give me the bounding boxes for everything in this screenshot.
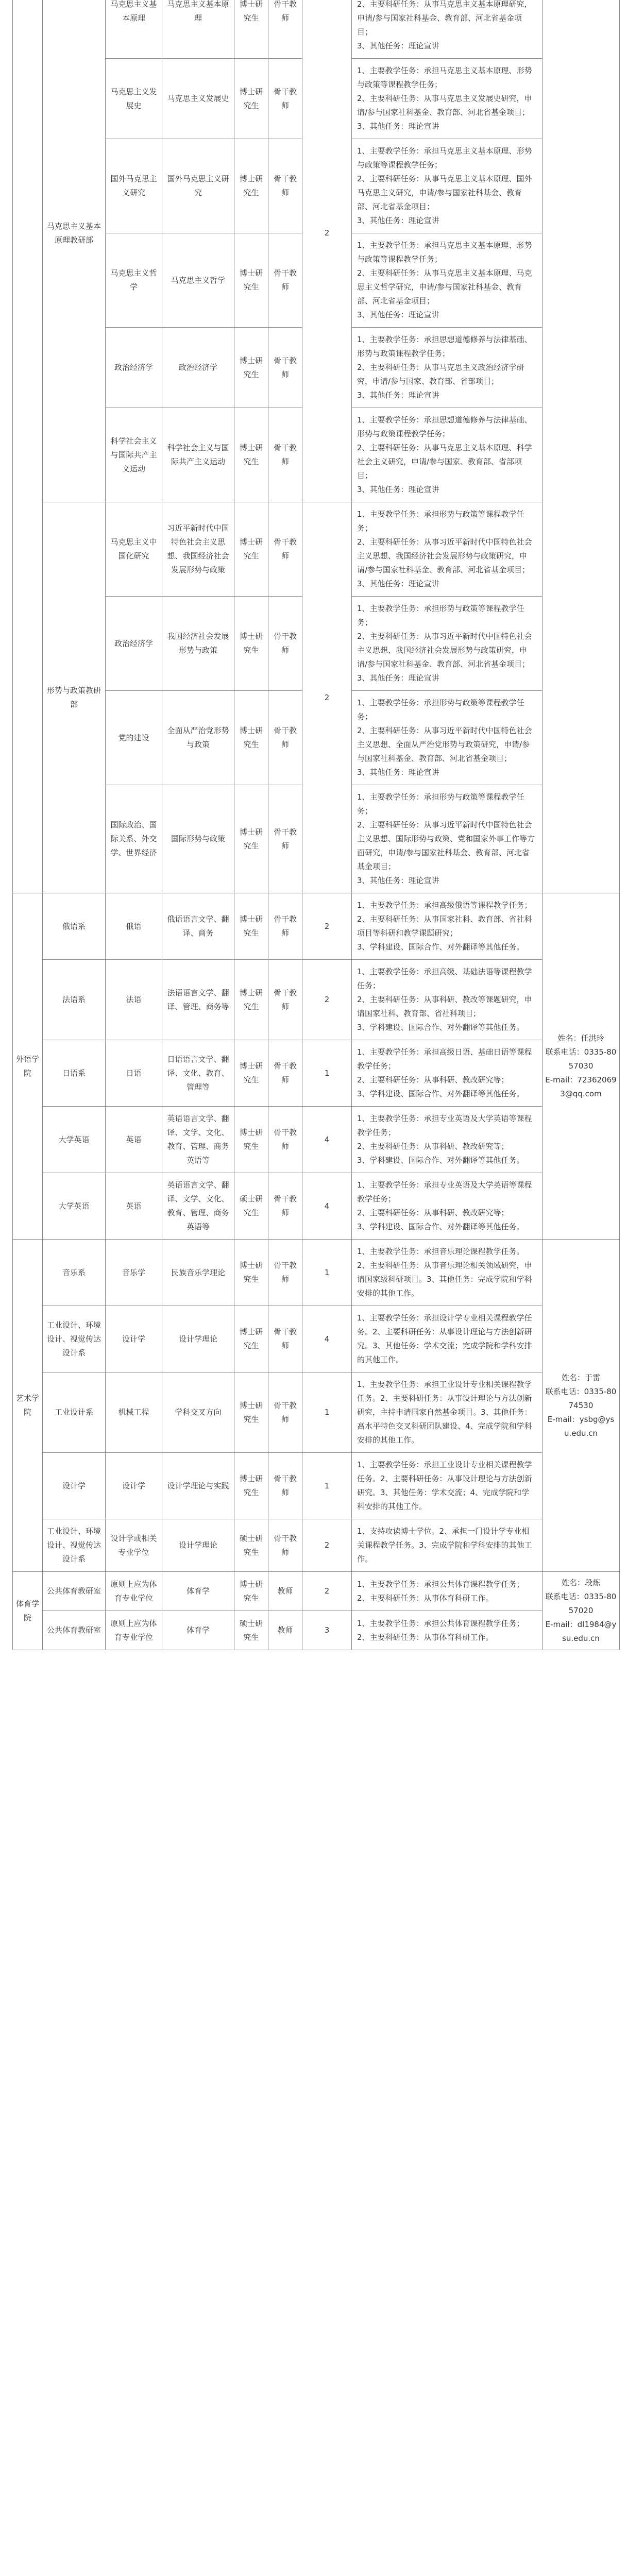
position-type-cell: 骨干教师 <box>268 1040 302 1107</box>
headcount-cell: 1 <box>302 1240 352 1306</box>
headcount-cell: 2 <box>302 960 352 1040</box>
research-direction-cell: 习近平新时代中国特色社会主义思想、我国经济社会发展形势与政策 <box>162 502 234 597</box>
headcount-cell: 1 <box>302 1453 352 1519</box>
table-row <box>13 1240 620 1306</box>
table-row <box>13 1306 620 1372</box>
discipline-cell: 音乐学 <box>106 1240 162 1306</box>
education-cell: 博士研究生 <box>234 1572 268 1611</box>
research-direction-cell: 法语语言文学、翻译、管理、商务等 <box>162 960 234 1040</box>
department-cell: 工业设计系 <box>43 1372 106 1453</box>
department-cell: 法语系 <box>43 960 106 1040</box>
education-cell: 博士研究生 <box>234 1240 268 1306</box>
duties-cell: 1、主要教学任务：承担公共体育课程教学任务； 2、主要科研任务：从事体育科研工作。 <box>352 1572 543 1611</box>
research-direction-cell: 英语语言文学、翻译、文学、文化、教育、管理、商务英语等 <box>162 1173 234 1240</box>
discipline-cell: 日语 <box>106 1040 162 1107</box>
headcount-cell: 2 <box>302 0 352 502</box>
duties-cell: 1、主要教学任务：承担形势与政策等课程教学任务； 2、主要科研任务：从事习近平新时代中国特色社会主义思想、我国经济社会发展形势与政策研究，申请/参与国家社科基金、教育部、河北省基金项目； 3、其他任务：理论宣讲 <box>352 597 543 691</box>
headcount-cell: 4 <box>302 1173 352 1240</box>
discipline-cell: 设计学 <box>106 1453 162 1519</box>
duties-cell: 1、主要教学任务：承担思想道德修养与法律基础、形势与政策课程教学任务； 2、主要科研任务：从事马克思主义基本原理、科学社会主义研究，申请/参与国家、教育部、省部项目； 3、其他任务：理论宣讲 <box>352 408 543 502</box>
position-type-cell: 骨干教师 <box>268 960 302 1040</box>
headcount-cell: 2 <box>302 502 352 893</box>
position-type-cell: 骨干教师 <box>268 1372 302 1453</box>
college-cell: 体育学院 <box>13 1572 43 1650</box>
research-direction-cell: 国际形势与政策 <box>162 785 234 893</box>
table-row <box>13 1519 620 1572</box>
education-cell: 博士研究生 <box>234 691 268 785</box>
research-direction-cell: 日语语言文学、翻译、文化、教育、管理等 <box>162 1040 234 1107</box>
position-type-cell: 骨干教师 <box>268 597 302 691</box>
education-cell: 博士研究生 <box>234 502 268 597</box>
discipline-cell: 政治经济学 <box>106 328 162 408</box>
headcount-cell: 2 <box>302 1519 352 1572</box>
table-row <box>13 1611 620 1650</box>
research-direction-cell: 国外马克思主义研究 <box>162 139 234 233</box>
research-direction-cell: 马克思主义基本原理 <box>162 0 234 59</box>
duties-cell: 1、主要教学任务：承担高级日语、基础日语等课程教学任务； 2、主要科研任务：从事科研、教改研究等； 3、学科建设、国际合作、对外翻译等其他任务。 <box>352 1040 543 1107</box>
position-type-cell: 教师 <box>268 1572 302 1611</box>
research-direction-cell: 英语语言文学、翻译、文学、文化、教育、管理、商务英语等 <box>162 1107 234 1173</box>
duties-cell: 1、主要教学任务：承担马克思主义基本原理、形势与政策等课程教学任务； 2、主要科研任务：从事马克思主义基本原理、国外马克思主义研究，申请/参与国家社科基金、教育部、河北省基金项目； 3、其他任务：理论宣讲 <box>352 139 543 233</box>
department-cell: 音乐系 <box>43 1240 106 1306</box>
department-cell: 工业设计、环境设计、视觉传达设计系 <box>43 1306 106 1372</box>
education-cell: 博士研究生 <box>234 1040 268 1107</box>
recruitment-table <box>12 0 620 1650</box>
headcount-cell: 2 <box>302 893 352 960</box>
research-direction-cell: 设计学理论 <box>162 1519 234 1572</box>
discipline-cell: 马克思主义中国化研究 <box>106 502 162 597</box>
discipline-cell: 机械工程 <box>106 1372 162 1453</box>
discipline-cell: 英语 <box>106 1173 162 1240</box>
duties-cell: 1、主要教学任务：承担工业设计专业相关课程教学任务。2、主要科研任务：从事设计理论与方法创新研究，主持申请国家自然基金项目。3、其他任务：高水平特色交叉科研团队建设、4、完成学院和学科安排的其他工作。 <box>352 1372 543 1453</box>
discipline-cell: 党的建设 <box>106 691 162 785</box>
headcount-cell: 3 <box>302 1611 352 1650</box>
position-type-cell: 骨干教师 <box>268 1519 302 1572</box>
education-cell: 博士研究生 <box>234 328 268 408</box>
research-direction-cell: 设计学理论与实践 <box>162 1453 234 1519</box>
discipline-cell: 国际政治、国际关系、外交学、世界经济 <box>106 785 162 893</box>
discipline-cell: 马克思主义哲学 <box>106 233 162 328</box>
position-type-cell: 骨干教师 <box>268 1306 302 1372</box>
contact-cell: 姓名：段炼 联系电话：0335-8057020 E-mail：dl1984@ysu.edu.cn <box>543 1572 620 1650</box>
education-cell: 博士研究生 <box>234 233 268 328</box>
discipline-cell: 政治经济学 <box>106 597 162 691</box>
department-cell: 形势与政策教研部 <box>43 502 106 893</box>
education-cell: 硕士研究生 <box>234 1611 268 1650</box>
position-type-cell: 骨干教师 <box>268 1453 302 1519</box>
table-row <box>13 960 620 1040</box>
discipline-cell: 设计学 <box>106 1306 162 1372</box>
education-cell: 硕士研究生 <box>234 1173 268 1240</box>
duties-cell: 1、主要教学任务：承担音乐理论课程教学任务。 2、主要科研任务：从事音乐理论相关领域研究，申请国家级科研项目。3、其他任务：完成学院和学科安排的其他工作。 <box>352 1240 543 1306</box>
education-cell: 博士研究生 <box>234 1453 268 1519</box>
department-cell: 俄语系 <box>43 893 106 960</box>
education-cell: 博士研究生 <box>234 893 268 960</box>
education-cell: 博士研究生 <box>234 139 268 233</box>
duties-cell: 1、主要教学任务：承担高级、基础法语等课程教学任务； 2、主要科研任务：从事科研、教改等课题研究，申请国家社科、教育部、省社科项目； 3、学科建设、国际合作、对外翻译等其他任务。 <box>352 960 543 1040</box>
research-direction-cell: 马克思主义发展史 <box>162 59 234 139</box>
research-direction-cell: 马克思主义哲学 <box>162 233 234 328</box>
duties-cell: 1、主要教学任务：承担工业设计专业相关课程教学任务。2、主要科研任务：从事设计理论与方法创新研究。3、其他任务：学术交流；4、完成学院和学科安排的其他工作。 <box>352 1453 543 1519</box>
table-row <box>13 1107 620 1173</box>
table-row <box>13 1173 620 1240</box>
college-cell: 艺术学院 <box>13 1240 43 1572</box>
college-cell: 外语学院 <box>13 893 43 1240</box>
research-direction-cell: 民族音乐学理论 <box>162 1240 234 1306</box>
discipline-cell: 马克思主义基本原理 <box>106 0 162 59</box>
table-row <box>13 1040 620 1107</box>
research-direction-cell: 科学社会主义与国际共产主义运动 <box>162 408 234 502</box>
duties-cell: 1、主要教学任务：承担形势与政策等课程教学任务； 2、主要科研任务：从事习近平新时代中国特色社会主义思想、我国经济社会发展形势与政策研究，申请/参与国家社科基金、教育部、河北省基金项目； 3、其他任务：理论宣讲 <box>352 502 543 597</box>
discipline-cell: 俄语 <box>106 893 162 960</box>
department-cell: 日语系 <box>43 1040 106 1107</box>
position-type-cell: 骨干教师 <box>268 408 302 502</box>
education-cell: 博士研究生 <box>234 1107 268 1173</box>
headcount-cell: 4 <box>302 1306 352 1372</box>
research-direction-cell: 我国经济社会发展形势与政策 <box>162 597 234 691</box>
education-cell: 博士研究生 <box>234 960 268 1040</box>
duties-cell: 1、主要教学任务：承担设计学专业相关课程教学任务。2、主要科研任务：从事设计理论与方法创新研究。3、其他任务：学术交流；完成学院和学科安排的其他工作。 <box>352 1306 543 1372</box>
table-row <box>13 893 620 960</box>
education-cell: 博士研究生 <box>234 59 268 139</box>
position-type-cell: 骨干教师 <box>268 502 302 597</box>
duties-cell: 1、主要教学任务：承担形势与政策等课程教学任务； 2、主要科研任务：从事习近平新时代中国特色社会主义思想、全面从严治党形势与政策研究，申请/参与国家社科基金、教育部、河北省基金项目； 3、其他任务：理论宣讲 <box>352 691 543 785</box>
duties-cell: 1、主要教学任务：承担马克思主义基本原理、形势与政策等课程教学任务； 2、主要科研任务：从事马克思主义基本原理、马克思主义哲学研究，申请/参与国家社科基金、教育部、河北省基金项目； 3、其他任务：理论宣讲 <box>352 233 543 328</box>
research-direction-cell: 学科交叉方向 <box>162 1372 234 1453</box>
position-type-cell: 骨干教师 <box>268 1107 302 1173</box>
education-cell: 博士研究生 <box>234 408 268 502</box>
headcount-cell: 4 <box>302 1107 352 1173</box>
headcount-cell: 1 <box>302 1040 352 1107</box>
table-row <box>13 502 620 597</box>
department-cell: 大学英语 <box>43 1173 106 1240</box>
duties-cell: 1、支持攻读博士学位。2、承担一门设计学专业相关课程教学任务。3、完成学院和学科安排的其他工作。 <box>352 1519 543 1572</box>
discipline-cell: 国外马克思主义研究 <box>106 139 162 233</box>
headcount-cell: 2 <box>302 1572 352 1611</box>
discipline-cell: 马克思主义发展史 <box>106 59 162 139</box>
department-cell: 马克思主义基本原理教研部 <box>43 0 106 502</box>
department-cell: 设计学 <box>43 1453 106 1519</box>
duties-cell: 2、主要科研任务：从事马克思主义基本原理研究，申请/参与国家社科基金、教育部、河北省基金项目； 3、其他任务：理论宣讲 <box>352 0 543 59</box>
department-cell: 公共体育教研室 <box>43 1611 106 1650</box>
contact-cell: 姓名：于雷 联系电话：0335-8074530 E-mail：ysbg@ysu.edu.cn <box>543 1240 620 1572</box>
discipline-cell: 法语 <box>106 960 162 1040</box>
position-type-cell: 骨干教师 <box>268 328 302 408</box>
research-direction-cell: 俄语语言文学、翻译、商务 <box>162 893 234 960</box>
discipline-cell: 设计学或相关专业学位 <box>106 1519 162 1572</box>
education-cell: 博士研究生 <box>234 597 268 691</box>
position-type-cell: 骨干教师 <box>268 893 302 960</box>
department-cell: 大学英语 <box>43 1107 106 1173</box>
college-cell <box>13 0 43 893</box>
contact-cell <box>543 0 620 893</box>
education-cell: 博士研究生 <box>234 785 268 893</box>
education-cell: 博士研究生 <box>234 1372 268 1453</box>
duties-cell: 1、主要教学任务：承担马克思主义基本原理、形势与政策等课程教学任务； 2、主要科研任务：从事马克思主义发展史研究，申请/参与国家社科基金、教育部、河北省基金项目； 3、其他任务：理论宣讲 <box>352 59 543 139</box>
position-type-cell: 骨干教师 <box>268 1173 302 1240</box>
position-type-cell: 骨干教师 <box>268 59 302 139</box>
research-direction-cell: 全面从严治党形势与政策 <box>162 691 234 785</box>
duties-cell: 1、主要教学任务：承担形势与政策等课程教学任务； 2、主要科研任务：从事习近平新时代中国特色社会主义思想、国际形势与政策、党和国家外事工作等方面研究，申请/参与国家社科基金、教育部、河北省基金项目； 3、其他任务：理论宣讲 <box>352 785 543 893</box>
headcount-cell: 1 <box>302 1372 352 1453</box>
position-type-cell: 骨干教师 <box>268 1240 302 1306</box>
duties-cell: 1、主要教学任务：承担思想道德修养与法律基础、形势与政策课程教学任务； 2、主要科研任务：从事马克思主义政治经济学研究，申请/参与国家、教育部、省部项目； 3、其他任务：理论宣讲 <box>352 328 543 408</box>
position-type-cell: 教师 <box>268 1611 302 1650</box>
education-cell: 博士研究生 <box>234 1306 268 1372</box>
department-cell: 公共体育教研室 <box>43 1572 106 1611</box>
discipline-cell: 原则上应为体育专业学位 <box>106 1572 162 1611</box>
duties-cell: 1、主要教学任务：承担专业英语及大学英语等课程教学任务； 2、主要科研任务：从事科研、教改研究等； 3、学科建设、国际合作、对外翻译等其他任务。 <box>352 1173 543 1240</box>
education-cell: 硕士研究生 <box>234 1519 268 1572</box>
discipline-cell: 英语 <box>106 1107 162 1173</box>
research-direction-cell: 政治经济学 <box>162 328 234 408</box>
discipline-cell: 原则上应为体育专业学位 <box>106 1611 162 1650</box>
discipline-cell: 科学社会主义与国际共产主义运动 <box>106 408 162 502</box>
position-type-cell: 骨干教师 <box>268 691 302 785</box>
position-type-cell: 骨干教师 <box>268 0 302 59</box>
research-direction-cell: 体育学 <box>162 1572 234 1611</box>
duties-cell: 1、主要教学任务：承担公共体育课程教学任务； 2、主要科研任务：从事体育科研工作。 <box>352 1611 543 1650</box>
department-cell: 工业设计、环境设计、视觉传达设计系 <box>43 1519 106 1572</box>
position-type-cell: 骨干教师 <box>268 139 302 233</box>
position-type-cell: 骨干教师 <box>268 233 302 328</box>
duties-cell: 1、主要教学任务：承担高级俄语等课程教学任务； 2、主要科研任务：从事国家社科、教育部、省社科项目等科研和教学课题研究； 3、学科建设、国际合作、对外翻译等其他任务。 <box>352 893 543 960</box>
position-type-cell: 骨干教师 <box>268 785 302 893</box>
table-row <box>13 1372 620 1453</box>
table-row <box>13 0 620 59</box>
table-row <box>13 1453 620 1519</box>
education-cell: 博士研究生 <box>234 0 268 59</box>
table-body <box>13 0 620 1650</box>
research-direction-cell: 体育学 <box>162 1611 234 1650</box>
duties-cell: 1、主要教学任务：承担专业英语及大学英语等课程教学任务； 2、主要科研任务：从事科研、教改研究等； 3、学科建设、国际合作、对外翻译等其他任务。 <box>352 1107 543 1173</box>
contact-cell: 姓名：任洪玲 联系电话：0335-8057030 E-mail：723620693@qq.com <box>543 893 620 1240</box>
research-direction-cell: 设计学理论 <box>162 1306 234 1372</box>
table-row <box>13 1572 620 1611</box>
